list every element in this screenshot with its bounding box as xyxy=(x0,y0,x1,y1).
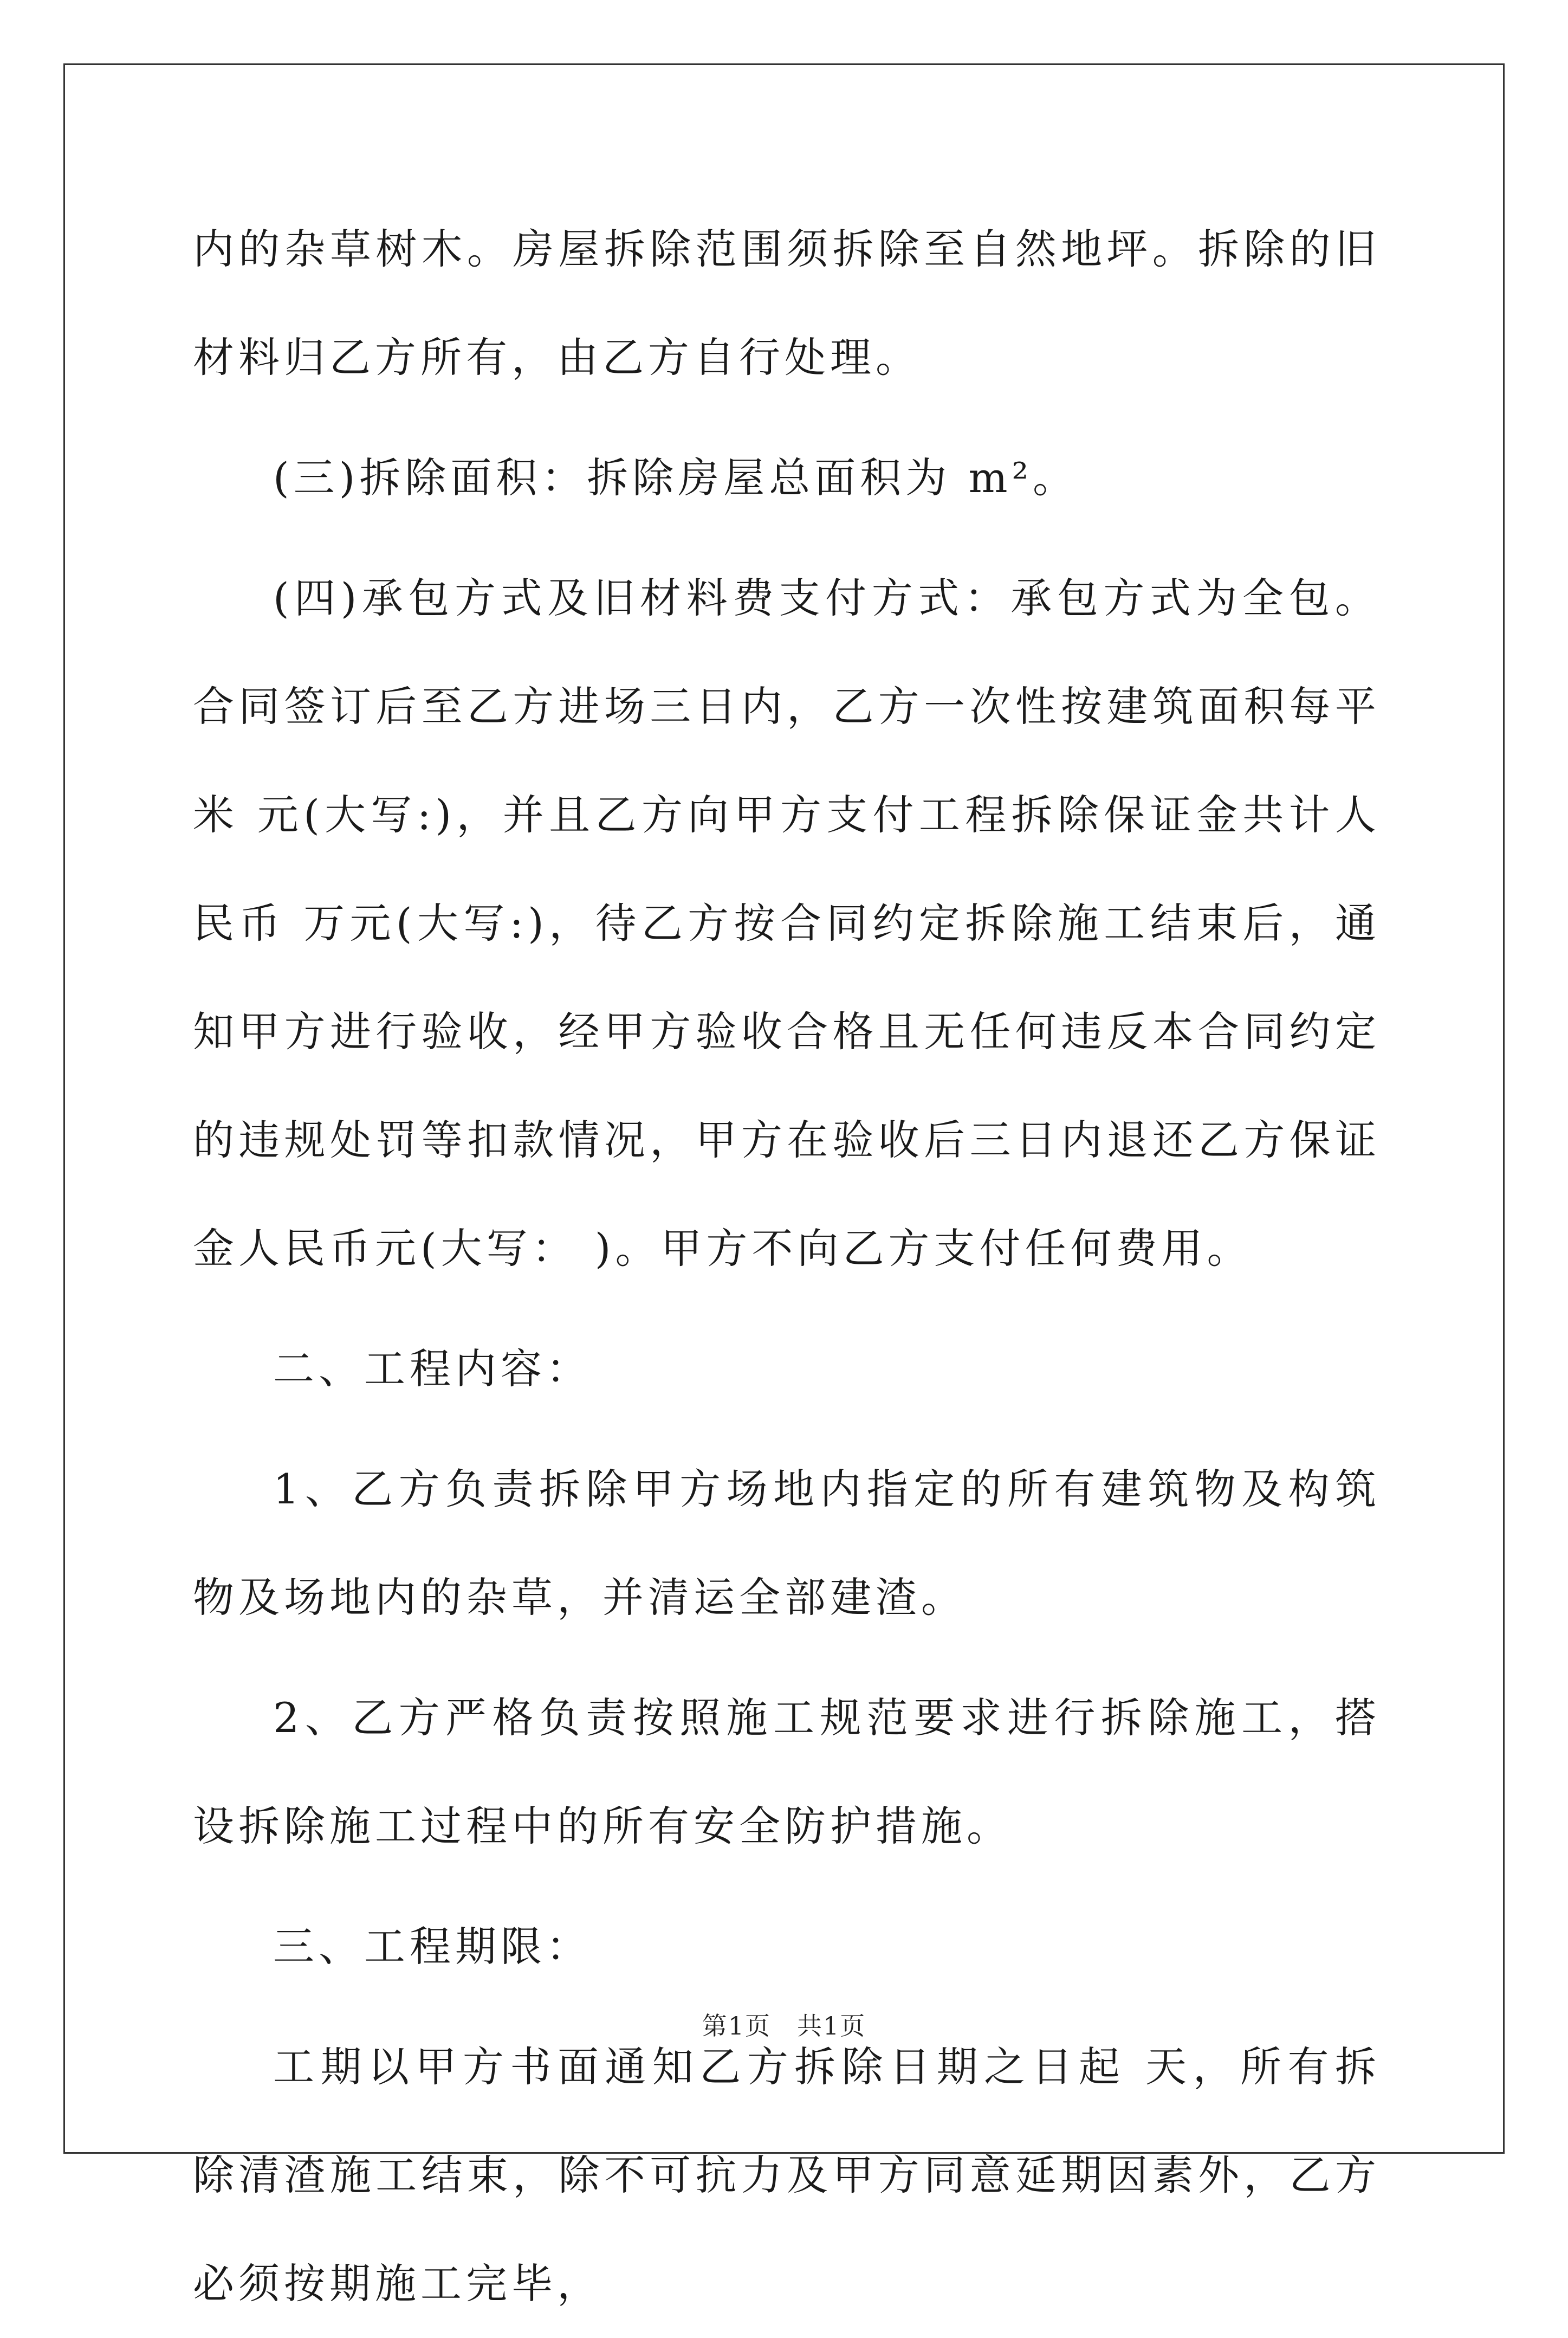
paragraph-demolition-area: (三)拆除面积：拆除房屋总面积为 m²。 xyxy=(273,454,1078,502)
heading-project-content: 二、工程内容： xyxy=(273,1345,592,1393)
page-number-footer: 第1页 共1页 xyxy=(702,2011,866,2040)
paragraph-contract-payment: (四)承包方式及旧材料费支付方式：承包方式为全包。合同签订后至乙方进场三日内，乙方一次性按建筑面积每平米 元(大写:)，并且乙方向甲方支付工程拆除保证金共计人民币 万元(大写:)，待乙方按合同约定拆除施工结束后，通知甲方进行验收，经甲方验收合格且无任何违反本合同约定的违规处罚等扣款情况，甲方在验收后三日内退还乙方保证金人民币元(大写： )。甲方不向乙方支付任何费用。 xyxy=(193,574,1381,1273)
heading-project-period: 三、工程期限： xyxy=(273,1922,592,1971)
paragraph-period-terms: 工期以甲方书面通知乙方拆除日期之日起 天，所有拆除清渣施工结束，除不可抗力及甲方同意延期因素外，乙方必须按期施工完毕， xyxy=(193,2043,1381,2308)
paragraph-content-item-1: 1、乙方负责拆除甲方场地内指定的所有建筑物及构筑物及场地内的杂草，并清运全部建渣。 xyxy=(193,1465,1381,1622)
paragraph-continuation: 内的杂草树木。房屋拆除范围须拆除至自然地坪。拆除的旧材料归乙方所有，由乙方自行处理。 xyxy=(193,225,1381,382)
paragraph-content-item-2: 2、乙方严格负责按照施工规范要求进行拆除施工，搭设拆除施工过程中的所有安全防护措施。 xyxy=(193,1694,1381,1850)
